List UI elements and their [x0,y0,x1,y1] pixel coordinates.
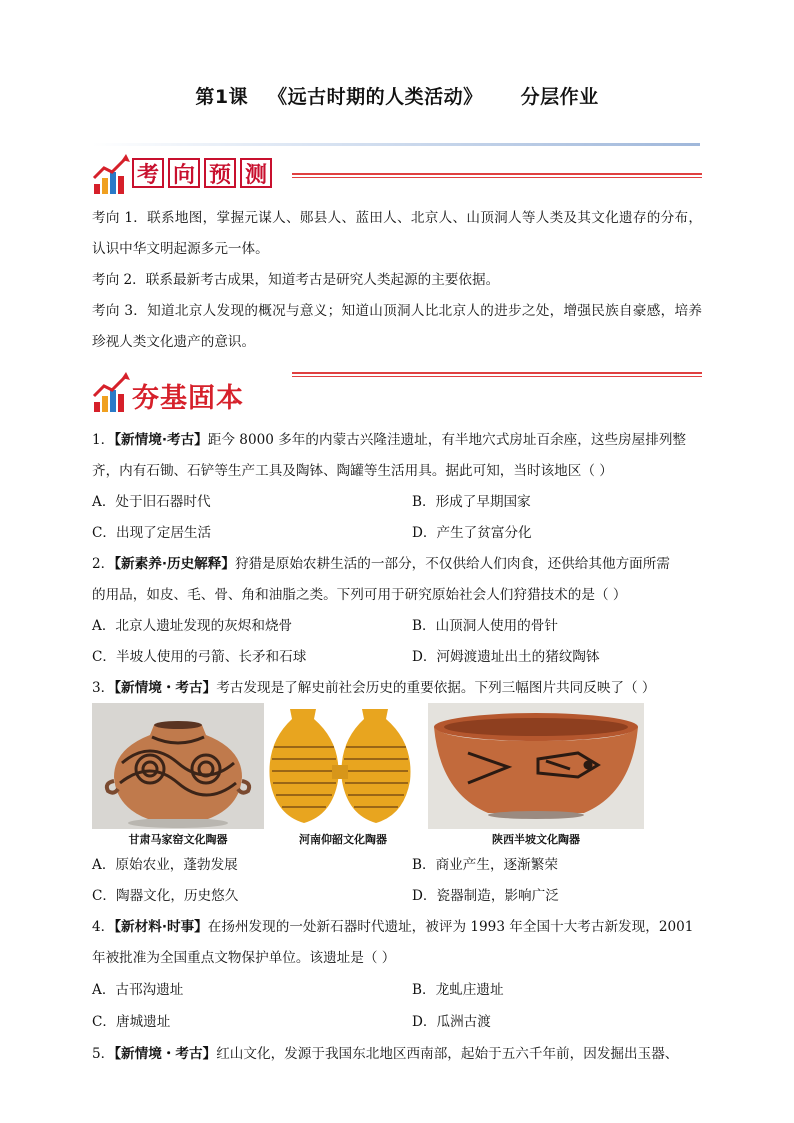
question-4-option-b: B．龙虬庄遗址 [412,982,504,998]
question-2-line-2: 的用品，如皮、毛、骨、角和油脂之类。下列可用于研究原始社会人们狩猎技术的是（ ） [92,587,627,603]
heading-char: 预 [204,158,236,188]
question-4-option-c: C．唐城遗址 [92,1014,171,1030]
rising-chart-icon [92,370,132,414]
question-number: 3． [92,680,115,696]
section-title-exam-forecast [132,158,272,188]
question-tag: 【新情境・考古】 [114,680,217,696]
exam-direction-1: 考向 1．联系地图，掌握元谋人、郧县人、蓝田人、北京人、山顶洞人等人类及其文化遗存的分布，认识中华文明起源多元一体。 [92,210,702,257]
caption-banpo: 陕西半坡文化陶器 [492,833,580,846]
question-4-line-1 [92,915,693,935]
question-2-option-d: D．河姆渡遗址出土的猪纹陶钵 [412,649,600,665]
question-stem: 红山文化，发源于我国东北地区西南部，起始于五六千年前，因发掘出玉器、 [216,1046,679,1062]
caption-yangshao: 河南仰韶文化陶器 [299,833,387,846]
question-stem: 距今 8000 多年的内蒙古兴隆洼遗址，有半地穴式房址百余座，这些房屋排列整 [207,432,687,448]
assignment-type: 分层作业 [520,86,599,108]
banner-rule [292,376,702,377]
heading-char: 向 [168,158,200,188]
question-number: 1． [92,432,115,448]
exam-direction-3: 考向 3．知道北京人发现的概况与意义；知道山顶洞人比北京人的进步之处，增强民族自豪感，培养珍视人类文化遗产的意识。 [92,303,702,350]
heading-char: 考 [132,158,164,188]
banpo-pottery-image [428,703,644,829]
question-tag: 【新材料·时事】 [114,919,208,935]
question-3-option-d: D．瓷器制造，影响广泛 [412,888,559,904]
lesson-number: 第1课 [195,86,249,108]
page-title [0,82,794,109]
question-stem: 在扬州发现的一处新石器时代遗址，被评为 1993 年全国十大考古新发现，2001 [207,919,694,935]
question-stem: 考古发现是了解史前社会历史的重要依据。下列三幅图片共同反映了（ ） [216,680,656,696]
exam-direction-2: 考向 2．联系最新考古成果，知道考古是研究人类起源的主要依据。 [92,272,500,288]
question-number: 4． [92,919,115,935]
question-tag: 【新素养·历史解释】 [114,556,235,572]
question-3-option-b: B．商业产生，逐渐繁荣 [412,857,558,873]
question-1-line-1 [92,428,686,448]
question-stem: 狩猎是原始农耕生活的一部分，不仅供给人们肉食，还供给其他方面所需 [234,556,670,572]
question-5-line-1 [92,1042,678,1062]
section-title-foundation: 夯基固本 [132,383,244,414]
question-tag: 【新情境·考古】 [114,432,208,448]
question-1-option-a: A．处于旧石器时代 [92,494,211,510]
question-number: 5． [92,1046,115,1062]
majiayao-pottery-image [92,703,264,829]
question-3-line-1 [92,676,656,696]
banner-rule [292,372,702,374]
question-tag: 【新情境・考古】 [114,1046,217,1062]
caption-majiayao: 甘肃马家窑文化陶器 [128,833,228,846]
heading-char: 测 [240,158,272,188]
rising-chart-icon [92,152,132,196]
question-1-option-c: C．出现了定居生活 [92,525,212,541]
banner-rule [292,177,702,178]
question-number: 2． [92,556,115,572]
section-banner-foundation [92,370,702,414]
pottery-images [92,703,652,851]
question-2-option-c: C．半坡人使用的弓箭、长矛和石球 [92,649,307,665]
question-4-option-d: D．瓜洲古渡 [412,1014,491,1030]
question-2-option-b: B．山顶洞人使用的骨针 [412,618,558,634]
question-3-option-c: C．陶器文化，历史悠久 [92,888,239,904]
question-2-line-1 [92,552,670,572]
question-1-line-2: 齐，内有石锄、石铲等生产工具及陶钵、陶罐等生活用具。据此可知，当时该地区（ ） [92,463,613,479]
title-divider [92,143,700,146]
question-3-option-a: A．原始农业，蓬勃发展 [92,857,238,873]
question-4-option-a: A．古邗沟遗址 [92,982,184,998]
banner-rule [292,173,702,175]
question-2-option-a: A．北京人遗址发现的灰烬和烧骨 [92,618,293,634]
question-1-option-b: B．形成了早期国家 [412,494,531,510]
question-4-line-2: 年被批准为全国重点文物保护单位。该遗址是（ ） [92,950,396,966]
question-1-option-d: D．产生了贫富分化 [412,525,532,541]
section-banner-exam-forecast [92,152,702,196]
yangshao-pottery-image [268,703,418,829]
lesson-name: 《远古时期的人类活动》 [268,86,483,108]
